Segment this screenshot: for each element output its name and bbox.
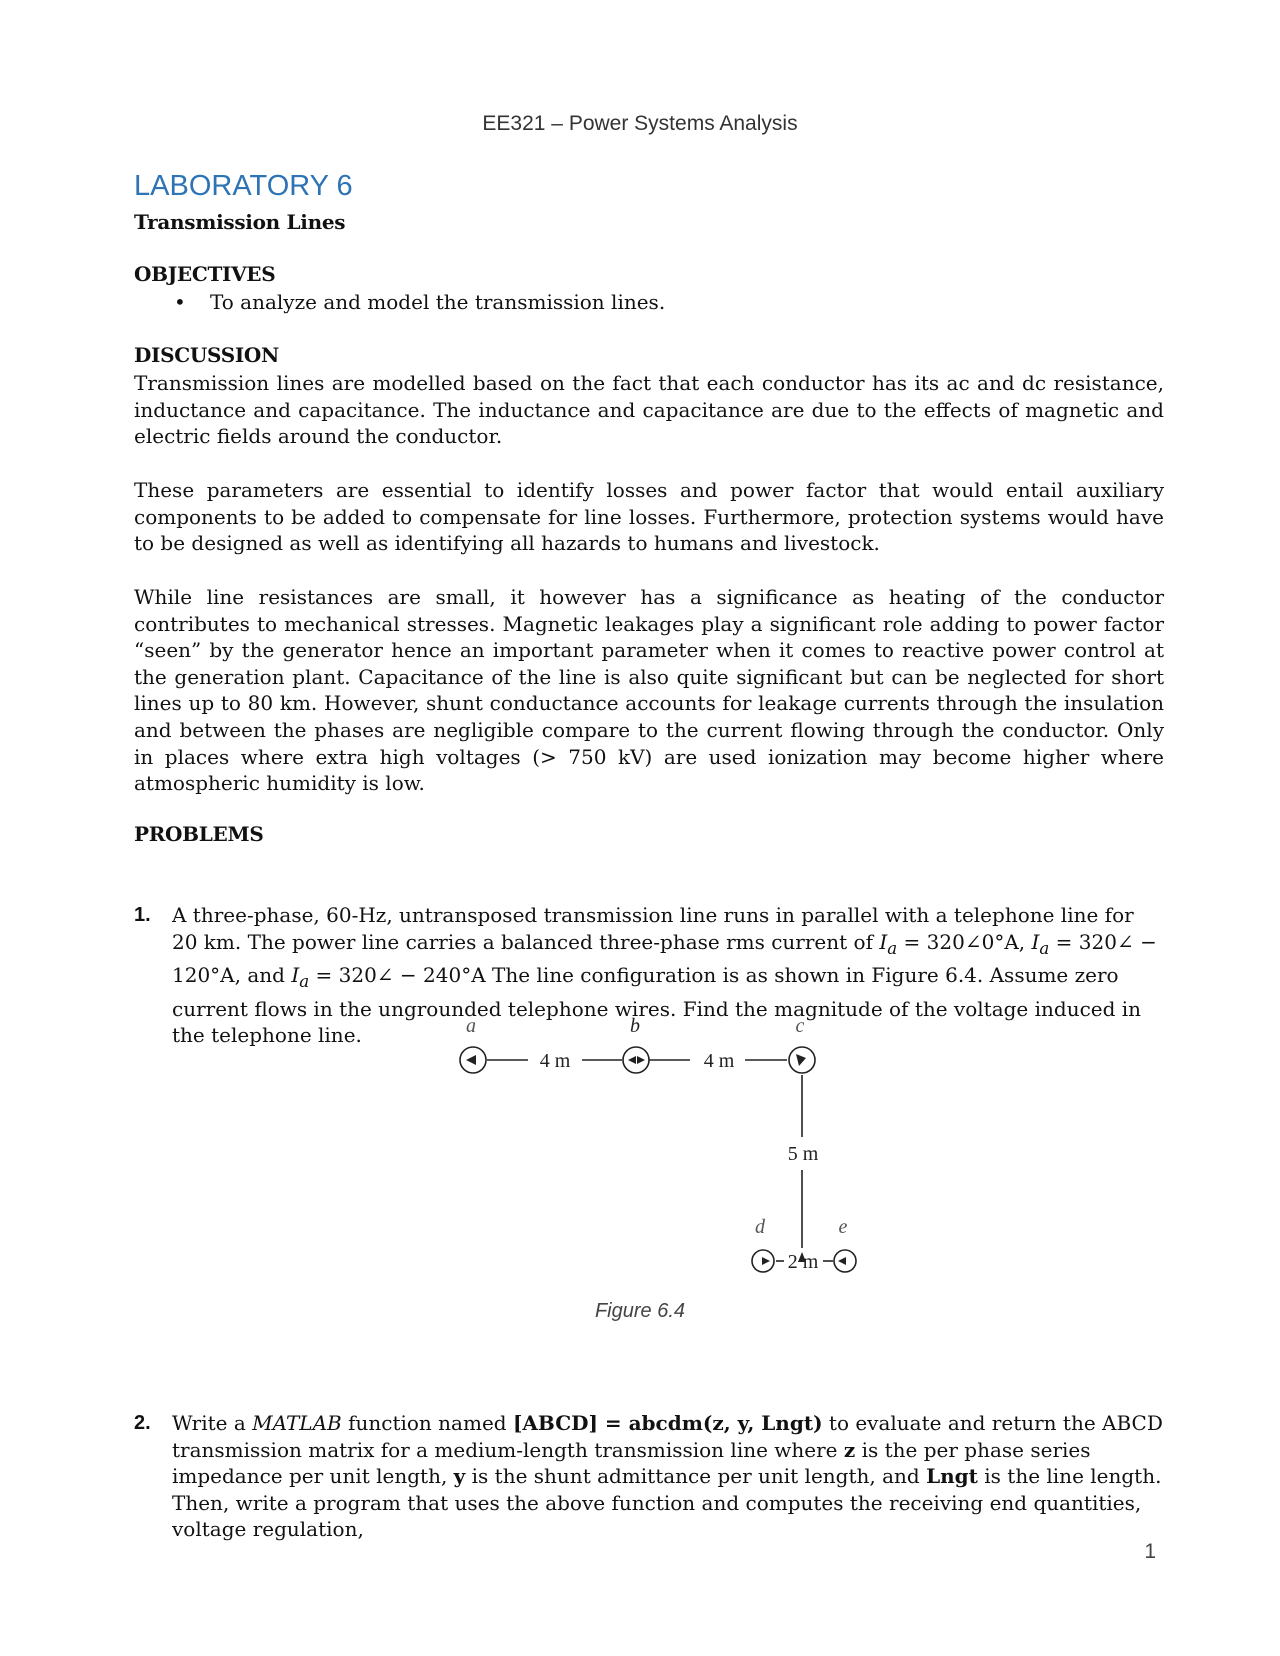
problem-number: 2. (134, 1412, 151, 1434)
label-e: e (838, 1216, 848, 1238)
figure-caption: Figure 6.4 (594, 1300, 686, 1322)
objective-text: To analyze and model the transmission lines. (210, 290, 666, 314)
discussion-paragraph: Transmission lines are modelled based on the fact that each conductor has its ac and dc resistance, inductance and capacitance. The inductance and capacitance are due to the effects of magnetic and electric fields around the conductor. (134, 371, 1164, 449)
label-c: c (795, 1015, 805, 1037)
dimension-c-vertical: 5 m (787, 1143, 819, 1165)
dimension-bc: 4 m (703, 1050, 735, 1072)
objectives-heading: OBJECTIVES (134, 262, 276, 286)
page-header: EE321 – Power Systems Analysis (482, 112, 798, 135)
page-number: 1 (1144, 1540, 1156, 1563)
label-d: d (755, 1216, 765, 1238)
lab-title: LABORATORY 6 (134, 170, 353, 202)
bullet-icon: • (174, 290, 186, 314)
problem-text: A three-phase, 60-Hz, untransposed transmission line runs in parallel with a telephone line for 20 km. The power line carries a balanced three-phase rms current of $I_a$ = 320∠0°A, $I_a$ = 320∠ − 120°A, and $I_a$ = 320∠ − 240°A The line configuration is as shown in Figure 6.4. Assume zero current flows in the ungrounded telephone wires. Find the magnitude of the voltage induced in the telephone line. (172, 903, 1157, 1048)
dimension-ab: 4 m (539, 1050, 571, 1072)
problems-heading: PROBLEMS (134, 822, 264, 846)
lab-subtitle: Transmission Lines (134, 210, 346, 234)
problem-text: Write a MATLAB function named [ABCD] = abcdm(z, y, Lngt) to evaluate and return the ABCD transmission matrix for a medium-length transmission line where z is the per phase series impedance per unit length, y is the shunt admittance per unit length, and Lngt is the line length. Then, write a program that uses the above function and computes the receiving end quantities, voltage regulation, (172, 1411, 1163, 1542)
problem-2 (134, 1410, 1164, 1542)
discussion-heading: DISCUSSION (134, 343, 280, 367)
discussion-paragraph: While line resistances are small, it however has a significance as heating of the conductor contributes to mechanical stresses. Magnetic leakages play a significant role adding to power factor “seen” by the generator hence an important parameter when it comes to reactive power control at the generation plant. Capacitance of the line is also quite significant but can be neglected for short lines up to 80 km. However, shunt conductance accounts for leakage currents through the insulation and between the phases are negligible compare to the current flowing through the conductor. Only in places where extra high voltages (> 750 kV) are used ionization may become higher where atmospheric humidity is low. (134, 585, 1164, 796)
problem-1 (134, 902, 1164, 1048)
discussion-paragraph: These parameters are essential to identify losses and power factor that would entail auxiliary components to be added to compensate for line losses. Furthermore, protection systems would have to be designed as well as identifying all hazards to humans and livestock. (134, 478, 1164, 556)
label-a: a (466, 1015, 476, 1037)
problem-number: 1. (134, 904, 151, 926)
figure-6-4-diagram (0, 1010, 1280, 1290)
label-b: b (630, 1015, 640, 1037)
dimension-de: 2 m (787, 1251, 819, 1273)
